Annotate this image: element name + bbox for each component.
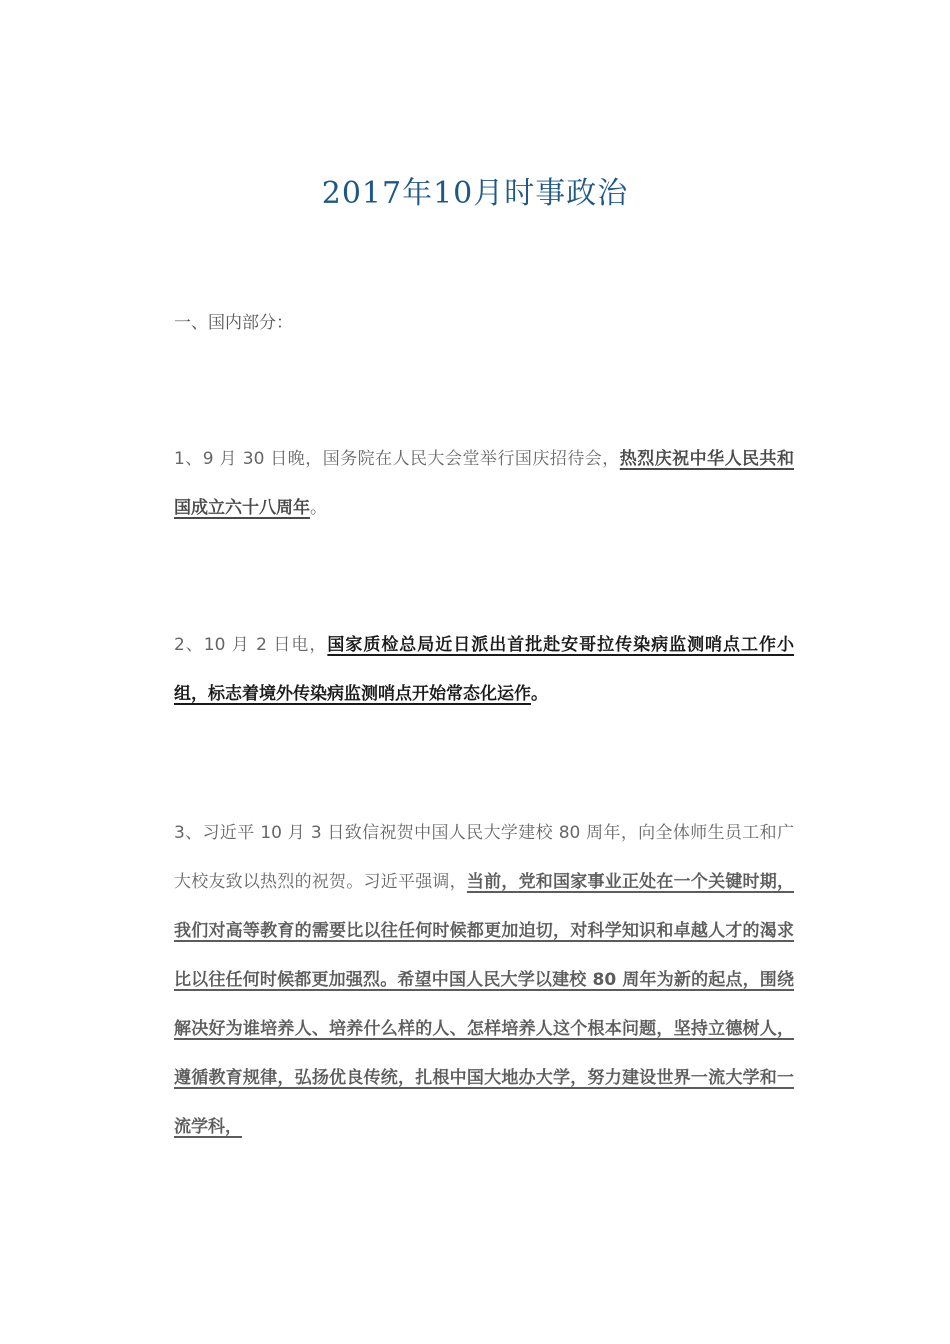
news-item-2-highlight: 国家质检总局近日派出首批赴安哥拉传染病监测哨点工作小组，标志着境外传染病监测哨点开始常态化运作: [174, 635, 795, 704]
news-item-2: [174, 621, 794, 719]
document-title: 2017年10月时事政治: [321, 176, 629, 211]
news-item-2-tail: 。: [531, 684, 548, 704]
news-item-1-lead: 1、9 月 30 日晚，国务院在人民大会堂举行国庆招待会，: [174, 449, 620, 469]
news-item-1-tail: 。: [310, 498, 327, 518]
news-item-2-lead: 2、10 月 2 日电，: [174, 635, 328, 655]
news-item-3-highlight: 当前，党和国家事业正处在一个关键时期，我们对高等教育的需要比以往任何时候都更加迫切，对科学知识和卓越人才的渴求比以往任何时候都更加强烈。希望中国人民大学以建校 80 周年为新的起点，围绕解决好为谁培养人、培养什么样的人、怎样培养人这个根本问题，坚持立德树人，遵循教育规律，弘扬优良传统，扎根中国大地办大学，努力建设世界一流大学和一流学科，: [174, 872, 795, 1137]
news-item-1-highlight: 热烈庆祝中华人民共和国成立六十八周年: [174, 449, 794, 518]
news-item-3: [174, 809, 794, 1152]
news-item-1: [174, 435, 794, 533]
news-item-3-lead: 3、习近平 10 月 3 日致信祝贺中国人民大学建校 80 周年，向全体师生员工和广大校友致以热烈的祝贺。习近平强调，: [174, 823, 794, 892]
section-heading: 一、国内部分：: [174, 313, 293, 333]
